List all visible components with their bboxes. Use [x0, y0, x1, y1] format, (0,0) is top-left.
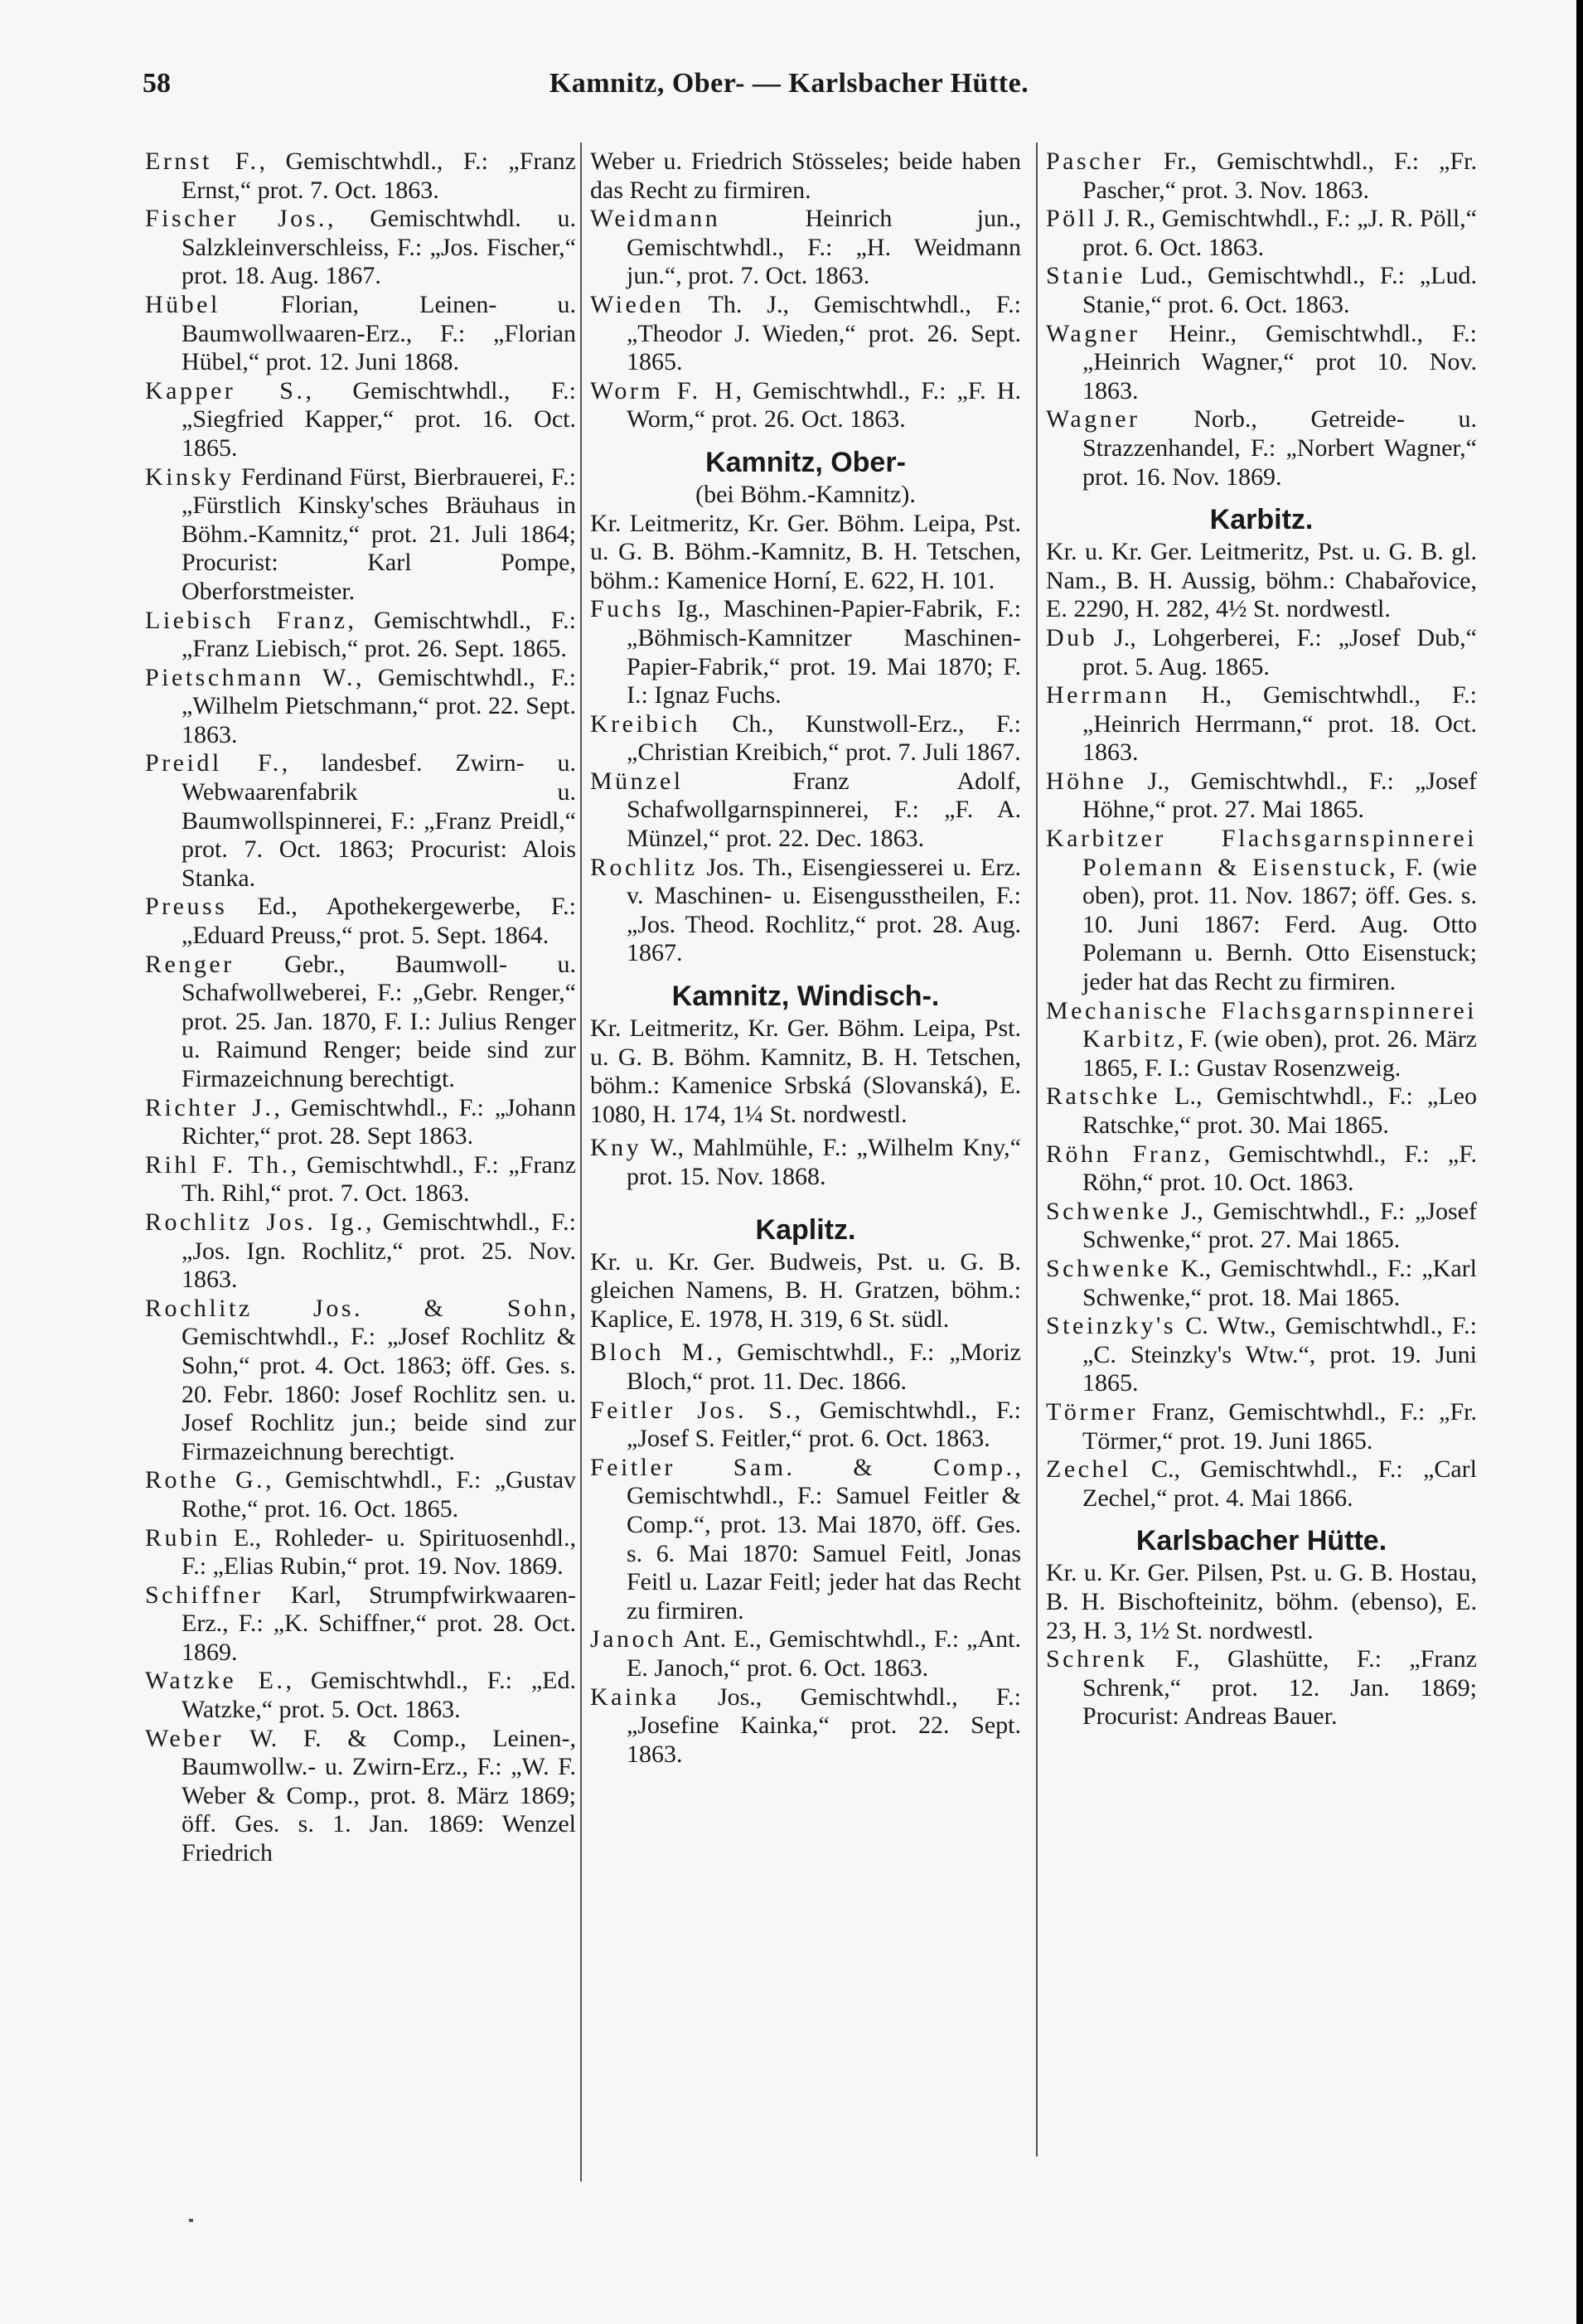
directory-entry [1046, 205, 1477, 262]
entry-name: Rochlitz [590, 853, 698, 881]
entry-name: Karbitzer Flachsgarnspinnerei Polemann & Eisenstuck [1046, 825, 1477, 881]
entry-name: Preuss [145, 893, 228, 921]
section-info: Kr. Leitmeritz, Kr. Ger. Böhm. Leipa, Pst. u. G. B. Böhm.-Kamnitz, B. H. Tetschen, böhm.: Kamenice Horní, E. 622, H. 101. [590, 509, 1021, 594]
entry-name: Bloch M. [590, 1339, 716, 1367]
entry-text: Ig., Maschinen-Papier-Fabrik, F.: „Böhmisch-Kamnitzer Maschinen-Papier-Fabrik,“ prot. 19. Mai 1870; F. I.: Ignaz Fuchs. [627, 595, 1021, 709]
entry-name: Rothe G. [145, 1466, 266, 1494]
column-1 [145, 148, 576, 1868]
directory-entry [590, 205, 1021, 291]
entry-text: F., Glashütte, F.: „Franz Schrenk,“ prot. 12. Jan. 1869; Procurist: Andreas Bauer. [1082, 1645, 1477, 1731]
directory-entry [145, 1151, 576, 1208]
directory-entry [1046, 405, 1477, 491]
entry-name: Kainka [590, 1682, 680, 1711]
section-info: Kr. Leitmeritz, Kr. Ger. Böhm. Leipa, Pst. u. G. B. Böhm. Kamnitz, B. H. Tetschen, böhm.: Kamenice Srbská (Slovanská), E. 1080, H. 174, 1¼ St. nordwestl. [590, 1014, 1021, 1128]
directory-entry [145, 1295, 576, 1467]
directory-entry [1046, 320, 1477, 406]
entry-name: Kreibich [590, 709, 700, 738]
directory-entry [1046, 1140, 1477, 1198]
directory-entry [145, 607, 576, 664]
entry-name: Pascher [1046, 148, 1144, 175]
entry-text: H., Gemischtwhdl., F.: „Heinrich Herrmann,“ prot. 18. Oct. 1863. [1082, 681, 1477, 767]
entry-text: Lud., Gemischtwhdl., F.: „Lud. Stanie,“ prot. 6. Oct. 1863. [1082, 262, 1477, 318]
entry-name: Dub [1046, 623, 1098, 651]
directory-entry [1046, 262, 1477, 319]
column-3 [1046, 148, 1477, 1731]
directory-entry [1046, 997, 1477, 1083]
directory-entry [145, 291, 576, 377]
entry-name: Pöll [1046, 205, 1098, 233]
entry-name: Schwenke [1046, 1197, 1172, 1225]
directory-entry [1046, 1255, 1477, 1312]
directory-entry [590, 377, 1021, 434]
entry-text: , Gemischtwhdl., F.: „Siegfried Kapper,“ prot. 16. Oct. 1865. [182, 376, 576, 462]
directory-entry [590, 710, 1021, 767]
entry-name: Renger [145, 950, 235, 978]
directory-entry [1046, 148, 1477, 205]
entry-name: Törmer [1046, 1397, 1138, 1426]
entry-text: J., Gemischtwhdl., F.: „Josef Schwenke,“ prot. 27. Mai 1865. [1082, 1197, 1477, 1254]
directory-entry [1046, 767, 1477, 825]
directory-entry [145, 1725, 576, 1868]
entry-text: , Gemischtwhdl., F.: „Josef Rochlitz & Sohn,“ prot. 4. Oct. 1863; öff. Ges. s. 20. Febr. 1860: Josef Rochlitz sen. u. Josef Rochlitz jun.; beide sind zur Firmazeichnung berechtigt. [182, 1294, 576, 1465]
entry-name: Weber [145, 1724, 225, 1752]
directory-entry [145, 377, 576, 463]
entry-text: Th. J., Gemischtwhdl., F.: „Theodor J. Wieden,“ prot. 26. Sept. 1865. [627, 290, 1021, 376]
entry-name: Feitler Sam. & Comp. [590, 1453, 1015, 1481]
entry-name: Röhn Franz [1046, 1140, 1204, 1168]
directory-entry [1046, 1645, 1477, 1731]
directory-entry [590, 1683, 1021, 1770]
directory-entry [145, 1581, 576, 1668]
section-info: Kr. u. Kr. Ger. Pilsen, Pst. u. G. B. Hostau, B. H. Bischofteinitz, böhm. (ebenso), E. 23, H. 3, 1½ St. nordwestl. [1046, 1559, 1477, 1644]
column-divider [1036, 143, 1038, 2157]
entry-text: Fr., Gemischtwhdl., F.: „Fr. Pascher,“ prot. 3. Nov. 1863. [1082, 148, 1477, 204]
entry-text: W. F. & Comp., Leinen-, Baumwollw.- u. Zwirn-Erz., F.: „W. F. Weber & Comp., prot. 8. März 1869; öff. Ges. s. 1. Jan. 1869: Wenzel Friedrich [182, 1724, 576, 1867]
directory-entry [590, 595, 1021, 709]
directory-entry [1046, 681, 1477, 767]
page-number: 58 [143, 68, 171, 99]
directory-entry [590, 1134, 1021, 1191]
directory-entry [145, 893, 576, 950]
entry-text: , Gemischtwhdl., F.: „F. Röhn,“ prot. 10. Oct. 1863. [1082, 1140, 1477, 1197]
directory-entry [590, 1625, 1021, 1682]
entry-name: Schwenke [1046, 1254, 1172, 1282]
entry-name: Kapper S. [145, 376, 306, 404]
directory-entry [1046, 1398, 1477, 1455]
entry-name: Zechel [1046, 1455, 1131, 1484]
entry-text: , Gemischtwhdl., F.: „Franz Liebisch,“ prot. 26. Sept. 1865. [182, 606, 577, 663]
section-title: Kaplitz. [755, 1213, 856, 1246]
entry-text: , Gemischtwhdl., F.: „Ed. Watzke,“ prot. 5. Oct. 1863. [182, 1667, 576, 1724]
entry-name: Rochlitz Jos. & Sohn [145, 1294, 570, 1322]
directory-entry [1046, 1198, 1477, 1255]
entry-text: J. R., Gemischtwhdl., F.: „J. R. Pöll,“ prot. 6. Oct. 1863. [1082, 205, 1477, 261]
entry-name: Steinzky's [1046, 1312, 1177, 1340]
directory-entry [1046, 624, 1477, 681]
directory-entry [145, 1524, 576, 1581]
entry-text: , Gemischtwhdl., F.: „Jos. Ign. Rochlitz,“ prot. 25. Nov. 1863. [182, 1208, 576, 1294]
entry-name: Wagner [1046, 319, 1140, 347]
directory-entry [145, 749, 576, 893]
page-header [143, 68, 1435, 118]
directory-entry [590, 1339, 1021, 1396]
entry-text: , landesbef. Zwirn- u. Webwaarenfabrik u. Baumwollspinnerei, F.: „Franz Preidl,“ prot. 7. Oct. 1863; Procurist: Alois Stanka. [182, 749, 576, 892]
section-subtitle: (bei Böhm.-Kamnitz). [695, 480, 916, 508]
entry-text: Ant. E., Gemischtwhdl., F.: „Ant. E. Janoch,“ prot. 6. Oct. 1863. [627, 1625, 1021, 1682]
entry-name: Münzel [590, 767, 684, 795]
directory-entry [590, 1397, 1021, 1454]
entry-name: Fischer Jos. [145, 205, 327, 233]
entry-text: W., Mahlmühle, F.: „Wilhelm Kny,“ prot. 15. Nov. 1868. [627, 1134, 1021, 1190]
entry-text: Franz, Gemischtwhdl., F.: „Fr. Törmer,“ prot. 19. Juni 1865. [1082, 1397, 1477, 1455]
entry-name: Wieden [590, 290, 685, 318]
entry-name: Janoch [590, 1625, 677, 1653]
entry-name: Weidmann [590, 205, 721, 233]
entry-text: Florian, Leinen- u. Baumwollwaaren-Erz., F.: „Florian Hübel,“ prot. 12. Juni 1868. [182, 290, 576, 376]
entry-name: Hübel [145, 290, 220, 318]
section-title: Karbitz. [1209, 504, 1314, 536]
entry-name: Wagner [1046, 405, 1140, 433]
directory-entry [1046, 1082, 1477, 1140]
entry-text: E., Rohleder- u. Spirituosenhdl., F.: „Elias Rubin,“ prot. 19. Nov. 1869. [182, 1523, 576, 1581]
entry-name: Schiffner [145, 1581, 264, 1609]
entry-text: Norb., Getreide- u. Strazzenhandel, F.: „Norbert Wagner,“ prot. 16. Nov. 1869. [1082, 405, 1477, 491]
entry-name: Ratschke [1046, 1082, 1160, 1111]
section-info: Kr. u. Kr. Ger. Budweis, Pst. u. G. B. gleichen Namens, B. H. Gratzen, böhm.: Kaplice, E. 1978, H. 319, 6 St. südl. [590, 1247, 1021, 1333]
entry-name: Rochlitz Jos. Ig. [145, 1208, 365, 1236]
directory-entry [145, 1466, 576, 1523]
entry-text: , Gemischtwhdl., F.: „Gustav Rothe,“ prot. 16. Oct. 1865. [182, 1466, 577, 1523]
entry-text: C., Gemischtwhdl., F.: „Carl Zechel,“ prot. 4. Mai 1866. [1082, 1455, 1477, 1512]
running-title: Kamnitz, Ober- — Karlsbacher Hütte. [549, 68, 1029, 99]
directory-entry [145, 1667, 576, 1724]
entry-name: Herrmann [1046, 681, 1170, 709]
directory-entry [145, 205, 576, 291]
entry-text: , Gemischtwhdl., F.: Samuel Feitler & Comp.“, prot. 13. Mai 1870, öff. Ges. s. 6. Mai 1870: Samuel Feitl, Jonas Feitl u. Lazar Feitl; jeder hat das Recht zu firmiren. [627, 1453, 1021, 1624]
entry-text: , Gemischtwhdl., F.: „Franz Th. Rihl,“ prot. 7. Oct. 1863. [182, 1150, 577, 1208]
entry-name: Höhne [1046, 767, 1127, 795]
entry-name: Stanie [1046, 262, 1126, 290]
entry-text: Ed., Apothekergewerbe, F.: „Eduard Preuss,“ prot. 5. Sept. 1864. [182, 893, 576, 950]
directory-entry [1046, 1312, 1477, 1398]
entry-name: Kny [590, 1134, 642, 1162]
directory-entry [590, 854, 1021, 968]
entry-text: J., Lohgerberei, F.: „Josef Dub,“ prot. 5. Aug. 1865. [1082, 623, 1477, 680]
entry-text: , Gemischtwhdl., F.: „Franz Ernst,“ prot. 7. Oct. 1863. [182, 148, 576, 204]
entry-name: Liebisch Franz [145, 606, 348, 634]
entry-text: L., Gemischtwhdl., F.: „Leo Ratschke,“ prot. 30. Mai 1865. [1082, 1082, 1477, 1139]
entry-text: Jos. Th., Eisengiesserei u. Erz. v. Maschinen- u. Eisengusstheilen, F.: „Jos. Theod. Rochlitz,“ prot. 28. Aug. 1867. [627, 853, 1021, 967]
entry-text: , F. (wie oben), prot. 26. März 1865, F. I.: Gustav Rosenzweig. [1082, 1025, 1477, 1082]
directory-entry [145, 951, 576, 1094]
entry-text: Heinrich jun., Gemischtwhdl., F.: „H. Weidmann jun.“, prot. 7. Oct. 1863. [627, 205, 1021, 290]
column-divider [580, 143, 582, 2181]
entry-name: Fuchs [590, 595, 665, 623]
entry-text: Ch., Kunstwoll-Erz., F.: „Christian Kreibich,“ prot. 7. Juli 1867. [627, 709, 1021, 767]
directory-entry [590, 767, 1021, 854]
entry-text: Franz Adolf, Schafwollgarnspinnerei, F.: „F. A. Münzel,“ prot. 22. Dec. 1863. [627, 767, 1021, 853]
directory-entry [145, 664, 576, 750]
section-title: Karlsbacher Hütte. [1135, 1525, 1387, 1557]
entry-text: , Gemischtwhdl. u. Salzkleinverschleiss, F.: „Jos. Fischer,“ prot. 18. Aug. 1867. [182, 205, 576, 290]
entry-text: Karl, Strumpfwirkwaaren-Erz., F.: „K. Schiffner,“ prot. 28. Oct. 1869. [182, 1581, 576, 1666]
section-title: Kamnitz, Ober- [705, 446, 906, 478]
ink-speck [189, 2219, 193, 2222]
entry-name: Watzke E. [145, 1667, 286, 1695]
entry-text: Gebr., Baumwoll- u. Schafwollweberei, F.: „Gebr. Renger,“ prot. 25. Jan. 1870, F. I.: Julius Renger u. Raimund Renger; beide sind zur Firmazeichnung berechtigt. [182, 950, 576, 1092]
entry-name: Preidl F. [145, 749, 282, 777]
entry-text: , F. (wie oben), prot. 11. Nov. 1867; öff. Ges. s. 10. Juni 1867: Ferd. Aug. Otto Polemann u. Bernh. Otto Eisenstuck; jeder hat das Recht zu firmiren. [1082, 853, 1478, 996]
entry-text: C. Wtw., Gemischtwhdl., F.: „C. Steinzky's Wtw.“, prot. 19. Juni 1865. [1082, 1312, 1477, 1397]
entry-name: Richter J. [145, 1093, 274, 1121]
entry-text: , Gemischtwhdl., F.: „Moriz Bloch,“ prot. 11. Dec. 1866. [627, 1339, 1021, 1395]
continuation-text: Weber u. Friedrich Stösseles; beide haben das Recht zu firmiren. [590, 148, 1021, 204]
entry-name: Kinsky [145, 462, 235, 491]
directory-entry [590, 1454, 1021, 1626]
entry-text: , Gemischtwhdl., F.: „Wilhelm Pietschmann,“ prot. 22. Sept. 1863. [182, 663, 576, 748]
entry-text: , Gemischtwhdl., F.: „F. H. Worm,“ prot. 26. Oct. 1863. [627, 376, 1022, 433]
directory-entry [590, 291, 1021, 377]
entry-name: Mechanische Flachsgarnspinnerei Karbitz [1046, 996, 1477, 1053]
entry-name: Ernst F. [145, 148, 259, 175]
entry-text: Heinr., Gemischtwhdl., F.: „Heinrich Wagner,“ prot 10. Nov. 1863. [1082, 319, 1477, 404]
entry-name: Worm F. H [590, 376, 736, 404]
entry-text: K., Gemischtwhdl., F.: „Karl Schwenke,“ prot. 18. Mai 1865. [1082, 1254, 1477, 1311]
entry-name: Rihl F. Th. [145, 1150, 291, 1179]
entry-name: Feitler Jos. S. [590, 1396, 795, 1424]
entry-text: Ferdinand Fürst, Bierbrauerei, F.: „Fürstlich Kinsky'sches Bräuhaus in Böhm.-Kamnitz,“ prot. 21. Juli 1864; Procurist: Karl Pompe, Oberforstmeister. [182, 462, 576, 605]
entry-text: J., Gemischtwhdl., F.: „Josef Höhne,“ prot. 27. Mai 1865. [1082, 767, 1477, 824]
entry-name: Schrenk [1046, 1645, 1148, 1673]
directory-entry [145, 148, 576, 205]
directory-entry [145, 1094, 576, 1151]
column-2 [590, 148, 1021, 1769]
section-info: Kr. u. Kr. Ger. Leitmeritz, Pst. u. G. B. gl. Nam., B. H. Aussig, böhm.: Chabařovice, E. 2290, H. 282, 4½ St. nordwestl. [1046, 538, 1477, 623]
directory-entry [145, 1208, 576, 1295]
entry-name: Pietschmann W. [145, 663, 356, 691]
directory-entry [1046, 1455, 1477, 1513]
entry-text: , Gemischtwhdl., F.: „Johann Richter,“ prot. 28. Sept 1863. [182, 1093, 576, 1150]
directory-entry [145, 463, 576, 607]
entry-text: , Gemischtwhdl., F.: „Josef S. Feitler,“ prot. 6. Oct. 1863. [627, 1396, 1021, 1453]
entry-name: Rubin [145, 1523, 220, 1552]
section-title: Kamnitz, Windisch-. [671, 980, 940, 1013]
directory-entry [1046, 825, 1477, 997]
entry-text: Jos., Gemischtwhdl., F.: „Josefine Kainka,“ prot. 22. Sept. 1863. [627, 1682, 1021, 1768]
